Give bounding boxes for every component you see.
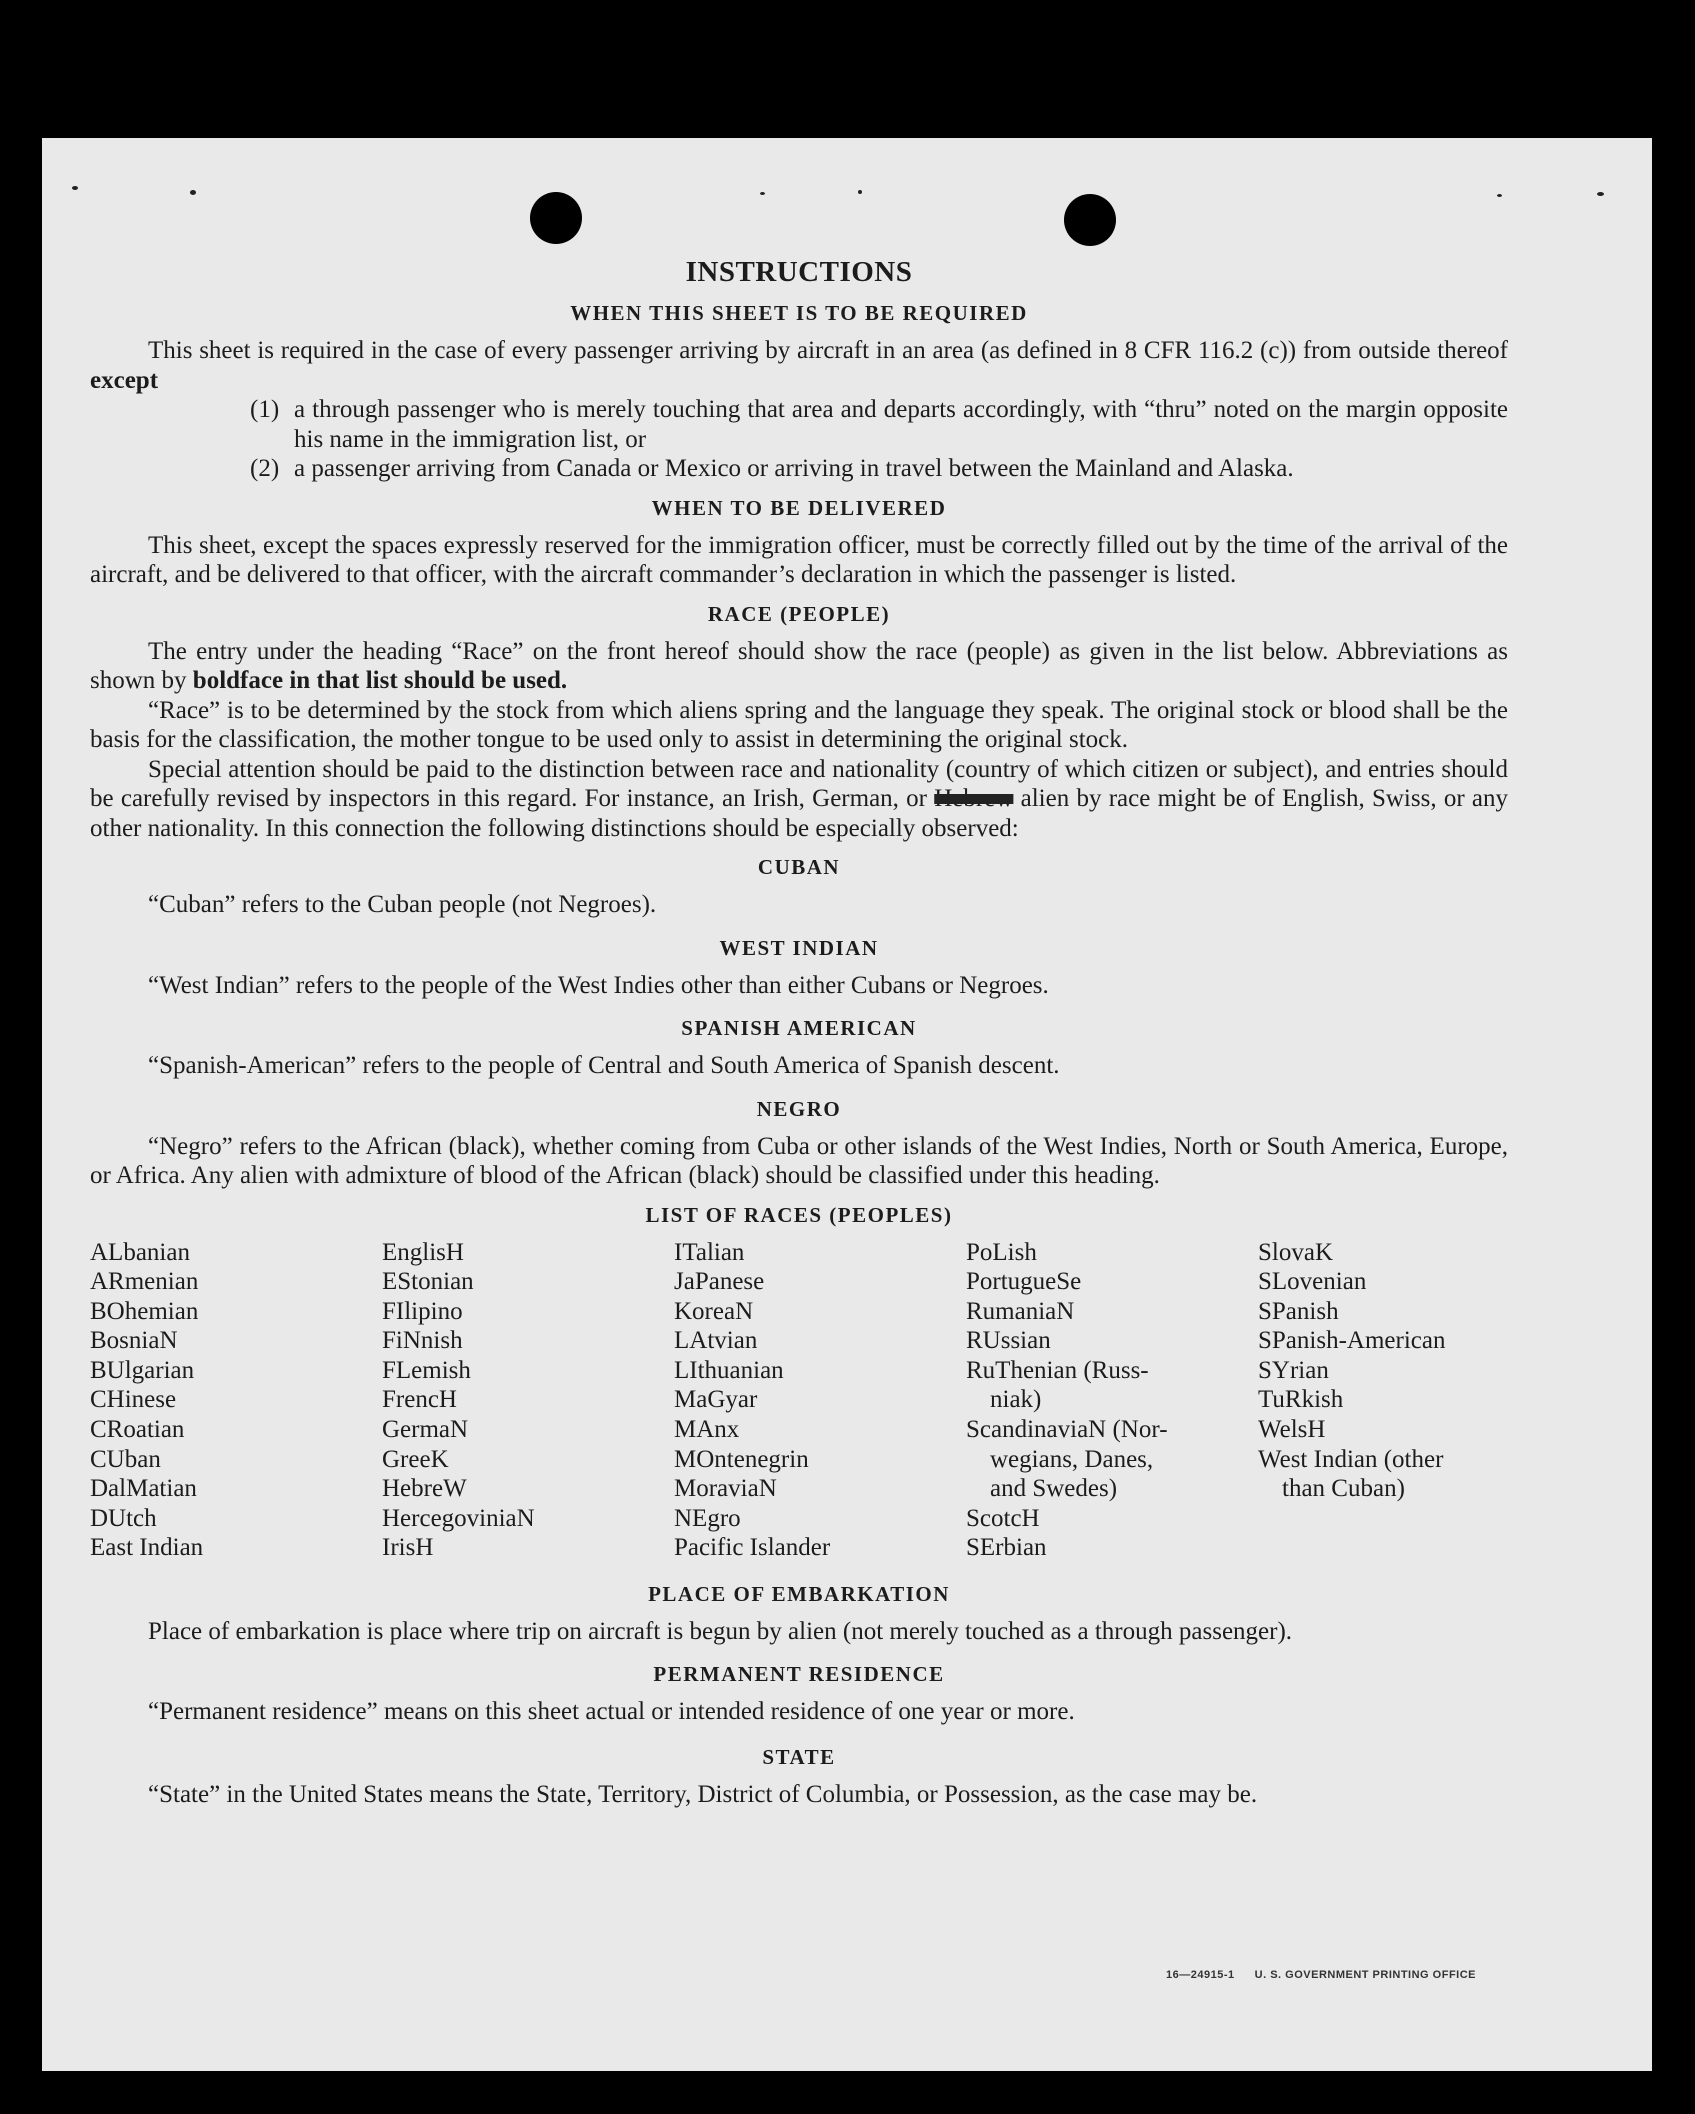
- exception-item-2: (2) a passenger arriving from Canada or Mexico or arriving in travel between the Mainland and Alaska.: [250, 455, 1294, 482]
- heading-race: RACE (PEOPLE): [707, 601, 891, 626]
- race-column-2: [382, 1238, 535, 1564]
- race-entry: EStonian: [382, 1268, 474, 1296]
- race-column-1: [90, 1238, 203, 1564]
- race-entry: RuThenian (Russ-: [966, 1356, 1149, 1384]
- race-column-3: [674, 1238, 830, 1564]
- paragraph-race-2: “Race” is to be determined by the stock from which aliens spring and the language they speak. The original stock or blood shall be the basis for the classification, the mother tongue to be used only to assist in determining the original stock.: [90, 696, 1508, 753]
- paragraph-spanish-american: “Spanish-American” refers to the people of Central and South America of Spanish descent.: [148, 1052, 1060, 1079]
- speck: [1597, 192, 1604, 196]
- document-sheet: [42, 138, 1652, 2071]
- paragraph-when-delivered: This sheet, except the spaces expressly reserved for the immigration officer, must be correctly filled out by the time of the arrival of the aircraft, and be delivered to that officer, with the aircraft commander’s declaration in which the passenger is listed.: [90, 531, 1508, 588]
- race-entry: SlovaK: [1258, 1238, 1333, 1266]
- race-entry: EnglisH: [382, 1238, 464, 1266]
- paragraph-embarkation: Place of embarkation is place where trip on aircraft is begun by alien (not merely touched as a through passenger).: [148, 1617, 1293, 1645]
- race-entry: JaPanese: [674, 1268, 765, 1296]
- paragraph-race-1: The entry under the heading “Race” on the front hereof should show the race (people) as given in the list below. Abbreviations as shown by boldface in that list should be used.: [90, 637, 1508, 694]
- heading-when-required: WHEN THIS SHEET IS TO BE REQUIRED: [570, 301, 1028, 325]
- race-entry: CUban: [90, 1445, 161, 1473]
- race-entry: SPanish-American: [1258, 1327, 1446, 1355]
- paragraph-state: “State” in the United States means the State, Territory, District of Columbia, or Possession, as the case may be.: [148, 1780, 1258, 1808]
- race-entry: HercegoviniaN: [382, 1504, 535, 1532]
- printer-name: U. S. GOVERNMENT PRINTING OFFICE: [1254, 1969, 1476, 1981]
- race-entry: SYrian: [1258, 1356, 1329, 1384]
- heading-negro: NEGRO: [756, 1096, 842, 1121]
- heading-west-indian: WEST INDIAN: [719, 935, 879, 960]
- paragraph-when-required: This sheet is required in the case of every passenger arriving by aircraft in an area (as defined in 8 CFR 116.2 (c)) from outside thereof except: [90, 337, 1508, 394]
- heading-state: STATE: [762, 1744, 836, 1769]
- speck: [1497, 194, 1502, 197]
- race-entry: BUlgarian: [90, 1356, 195, 1384]
- race-entry: HebreW: [382, 1475, 467, 1503]
- paragraph-permanent-residence: “Permanent residence” means on this sheet actual or intended residence of one year or more.: [148, 1698, 1075, 1725]
- race-entry: LAtvian: [674, 1327, 758, 1355]
- struck-word: Hebrew: [934, 785, 1014, 812]
- race-entry: RUssian: [966, 1327, 1051, 1355]
- race-list: [90, 1238, 1508, 1568]
- punch-hole-right: [1064, 194, 1116, 246]
- race-entry: ScotcH: [966, 1504, 1040, 1532]
- paragraph-west-indian: “West Indian” refers to the people of the West Indies other than either Cubans or Negroes.: [148, 971, 1049, 999]
- race-entry: FLemish: [382, 1356, 471, 1384]
- race-entry: PoLish: [966, 1238, 1037, 1266]
- race-entry: FrencH: [382, 1386, 457, 1414]
- race-column-5: [1258, 1238, 1445, 1504]
- form-code: 16—24915-1: [1166, 1969, 1235, 1981]
- heading-list-of-races: LIST OF RACES (PEOPLES): [645, 1202, 953, 1227]
- heading-embarkation: PLACE OF EMBARKATION: [648, 1581, 950, 1606]
- paragraph-race-3: Special attention should be paid to the distinction between race and nationality (country of which citizen or subject), and entries should be carefully revised by inspectors in this regard. For instance, an Irish, German, or Hebrew alien by race might be of English, Swiss, or any other nationality. In this connection the following distinctions should be especially observed:: [90, 755, 1508, 842]
- race-entry: MoraviaN: [674, 1475, 777, 1503]
- race-entry: CRoatian: [90, 1416, 185, 1444]
- speck: [72, 186, 78, 190]
- heading-cuban: CUBAN: [757, 855, 841, 879]
- race-entry: DUtch: [90, 1504, 157, 1532]
- race-entry: MOntenegrin: [674, 1445, 809, 1473]
- race-entry: niak): [990, 1386, 1042, 1414]
- printer-imprint: [1146, 1969, 1476, 1981]
- race-entry: SErbian: [966, 1534, 1047, 1562]
- race-entry: CHinese: [90, 1386, 177, 1414]
- race-entry: ARmenian: [90, 1268, 199, 1296]
- race-entry: SLovenian: [1258, 1268, 1367, 1296]
- heading-permanent-residence: PERMANENT RESIDENCE: [653, 1662, 945, 1686]
- speck: [190, 190, 196, 195]
- race-entry: Pacific Islander: [674, 1534, 831, 1562]
- race-entry: KoreaN: [674, 1297, 754, 1325]
- race-entry: BosniaN: [90, 1327, 178, 1355]
- paragraph-negro: “Negro” refers to the African (black), whether coming from Cuba or other islands of the West Indies, North or South America, Europe, or Africa. Any alien with admixture of blood of the African (black) should be classified under this heading.: [90, 1132, 1508, 1189]
- race-entry: East Indian: [90, 1534, 204, 1562]
- race-entry: RumaniaN: [966, 1297, 1075, 1325]
- speck: [760, 192, 765, 195]
- instructions-body: [90, 256, 1508, 1809]
- race-entry: West Indian (other: [1258, 1445, 1444, 1473]
- race-entry: LIthuanian: [674, 1356, 784, 1384]
- race-entry: ALbanian: [90, 1238, 190, 1266]
- heading-spanish-american: SPANISH AMERICAN: [681, 1016, 917, 1040]
- race-entry: MaGyar: [674, 1386, 758, 1414]
- race-entry: ITalian: [674, 1238, 745, 1266]
- race-column-4: [966, 1238, 1168, 1564]
- race-entry: IrisH: [382, 1534, 434, 1562]
- punch-hole-left: [530, 192, 582, 244]
- speck: [858, 190, 862, 194]
- race-entry: FIlipino: [382, 1297, 463, 1325]
- race-entry: than Cuban): [1282, 1475, 1405, 1503]
- race-entry: SPanish: [1258, 1297, 1339, 1325]
- race-entry: WelsH: [1258, 1416, 1326, 1444]
- race-entry: PortugueSe: [966, 1268, 1082, 1296]
- race-entry: wegians, Danes,: [990, 1445, 1154, 1473]
- heading-when-delivered: WHEN TO BE DELIVERED: [651, 495, 947, 520]
- race-entry: MAnx: [674, 1416, 740, 1444]
- race-entry: GermaN: [382, 1416, 469, 1444]
- race-entry: DalMatian: [90, 1475, 197, 1503]
- exception-item-1: (1) a through passenger who is merely touching that area and departs accordingly, with “thru” noted on the margin opposite his name in the immigration list, or: [250, 396, 1508, 453]
- race-entry: and Swedes): [990, 1475, 1118, 1503]
- race-entry: TuRkish: [1258, 1386, 1344, 1414]
- race-entry: FiNnish: [382, 1327, 463, 1355]
- race-entry: BOhemian: [90, 1297, 199, 1325]
- race-entry: GreeK: [382, 1445, 449, 1473]
- page-title: INSTRUCTIONS: [685, 256, 913, 288]
- race-entry: NEgro: [674, 1504, 741, 1532]
- paragraph-cuban: “Cuban” refers to the Cuban people (not Negroes).: [148, 891, 657, 918]
- race-entry: ScandinaviaN (Nor-: [966, 1416, 1168, 1444]
